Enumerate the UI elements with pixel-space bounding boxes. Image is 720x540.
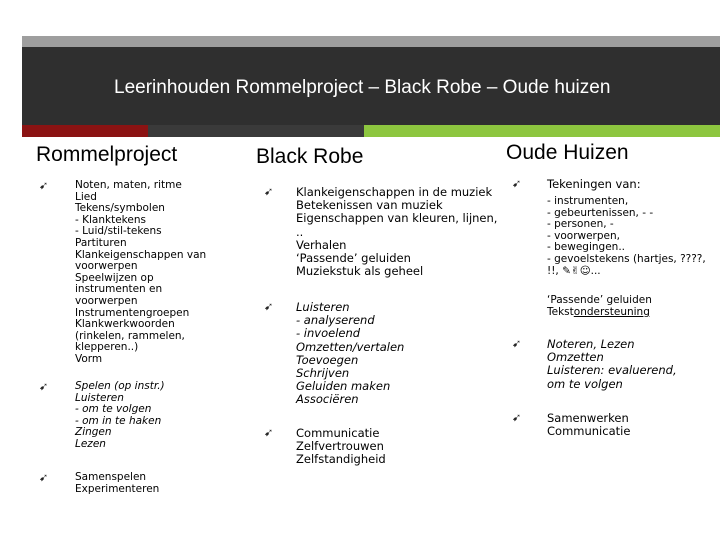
accent-bar-dark — [148, 125, 364, 137]
bullet-arrow-icon: ➹ — [512, 337, 522, 350]
black-robe-block-3: Communicatie Zelfvertrouwen Zelfstandigheid — [296, 426, 386, 467]
slide-top-margin — [0, 0, 720, 36]
accent-bar-green — [364, 125, 720, 137]
slide-title: Leerinhouden Rommelproject – Black Robe – Oude huizen — [114, 77, 611, 98]
bullet-arrow-icon: ➹ — [39, 179, 49, 192]
oude-huizen-block-1-list: - instrumenten, - gebeurtenissen, - - - personen, - - voorwerpen, - bewegingen.. - gevoelstekens (hartjes, ????, !!, ✎✌☺... — [547, 195, 706, 277]
oude-huizen-passende-geluiden: ‘Passende’ geluiden — [547, 294, 652, 306]
bullet-arrow-icon: ➹ — [512, 411, 522, 424]
rommelproject-block-1: Noten, maten, ritme Lied Tekens/symbolen - Klanktekens - Luid/stil-tekens Partituren Klankeigenschappen van voorwerpen Speelwijzen op instrumenten en voorwerpen Instrumentengroepen Klankwerkwoorden (rinkelen, rammelen, klepperen..) Vorm — [75, 179, 207, 365]
slide-header — [22, 47, 720, 125]
column-heading-rommelproject: Rommelproject — [36, 143, 178, 166]
bullet-arrow-icon: ➹ — [39, 380, 49, 393]
tekst-prefix: Tekst — [547, 306, 574, 318]
ondersteuning-underlined: ondersteuning — [573, 306, 650, 318]
rommelproject-block-3: Samenspelen Experimenteren — [75, 471, 160, 495]
oude-huizen-tekstondersteuning — [547, 307, 707, 319]
rommelproject-block-2: Spelen (op instr.) Luisteren - om te volgen - om in te haken Zingen Lezen — [75, 380, 165, 450]
accent-bar-red — [22, 125, 148, 137]
bullet-arrow-icon: ➹ — [264, 185, 274, 198]
oude-huizen-block-1-title: Tekeningen van: — [547, 177, 641, 191]
header-top-strip — [22, 36, 720, 47]
oude-huizen-block-2: Noteren, Lezen Omzetten Luisteren: evaluerend, om te volgen — [547, 337, 677, 391]
bullet-arrow-icon: ➹ — [264, 300, 274, 313]
black-robe-block-1: Klankeigenschappen in de muziek Betekenissen van muziek Eigenschappen van kleuren, lijnen, .. Verhalen ‘Passende’ geluiden Muziekstuk als geheel — [296, 185, 498, 279]
black-robe-block-2: Luisteren - analyserend - invoelend Omzetten/vertalen Toevoegen Schrijven Geluiden maken Associëren — [296, 300, 405, 407]
oude-huizen-block-3: Samenwerken Communicatie — [547, 411, 631, 439]
bullet-arrow-icon: ➹ — [39, 471, 49, 484]
column-heading-black-robe: Black Robe — [256, 145, 364, 168]
bullet-arrow-icon: ➹ — [264, 426, 274, 439]
bullet-arrow-icon: ➹ — [512, 177, 522, 190]
column-heading-oude-huizen: Oude Huizen — [506, 141, 629, 164]
